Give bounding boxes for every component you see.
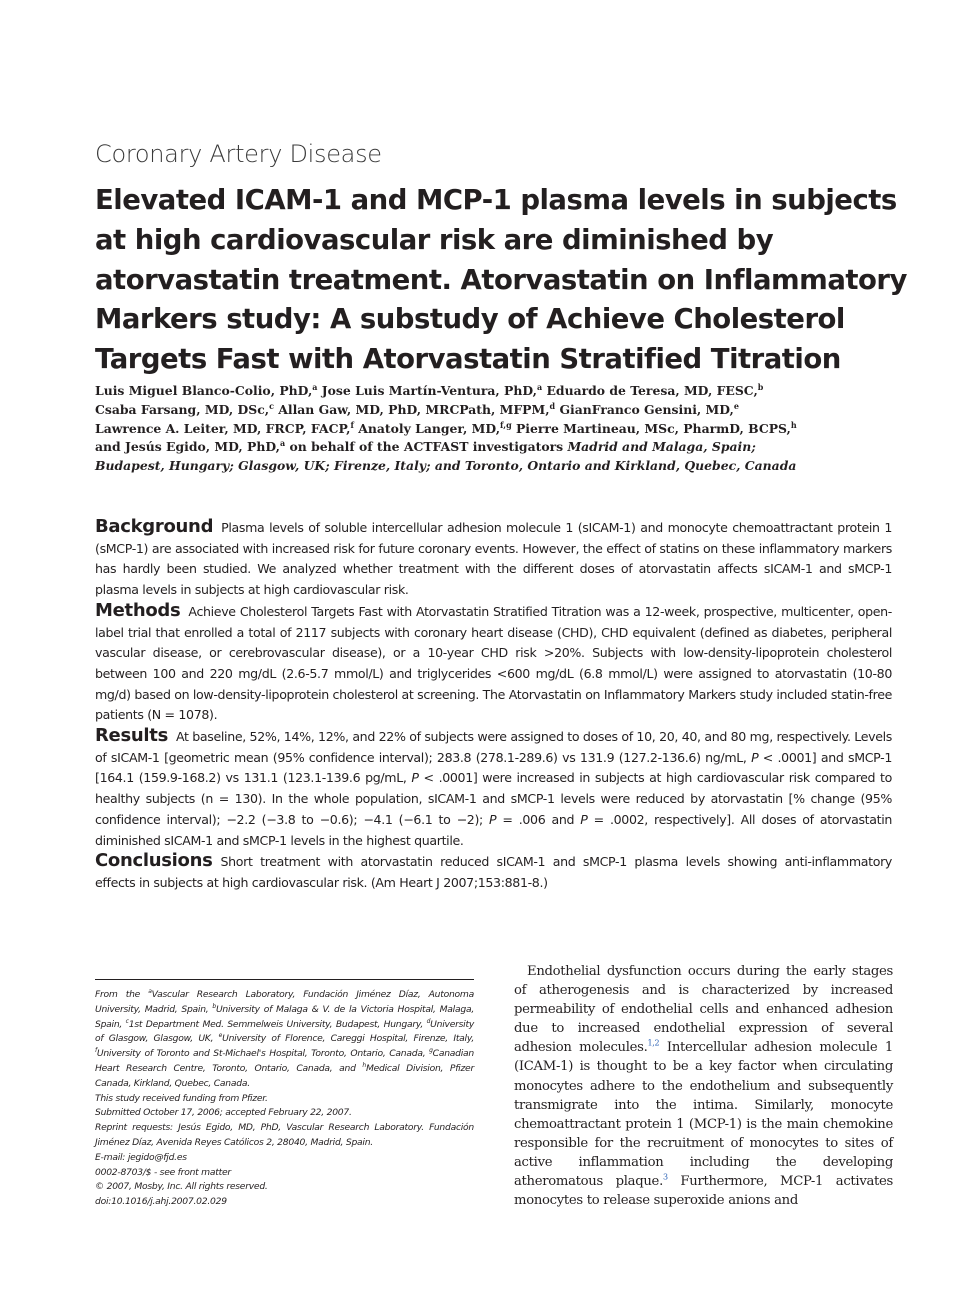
issn-note: 0002-8703/$ - see front matter [95,1166,231,1178]
author-locations: Madrid and Malaga, Spain; [563,439,756,455]
author-line [95,420,895,439]
abstract-results [95,726,892,851]
footnote-text: University of Florence, Careggi Hospital, Firenze, Italy, [222,1033,475,1045]
author-name: Eduardo de Teresa, MD, FESC, [542,383,758,398]
title-line: Elevated ICAM-1 and MCP-1 plasma levels in subjects [95,184,897,216]
affiliation-mark: c [125,1017,129,1025]
affiliation-mark: d [426,1017,431,1025]
author-name: GianFranco Gensini, MD, [555,401,734,417]
affiliation-mark: a [536,381,543,392]
affiliation-mark: g [429,1047,433,1055]
contact-email: E-mail: jegido@fjd.es [95,1151,187,1163]
author-list [95,382,895,476]
affiliation-mark: h [790,419,797,430]
affiliation-mark: a [148,987,152,995]
affiliation-mark: e [218,1032,223,1040]
abstract-text: Achieve Cholesterol Targets Fast with Atorvastatin Stratified Titration was a 12-week, prospective, multicenter, open-label trial that enrolled a total of 2117 subjects with coronary heart disease (CHD), CHD equivalent (defined as diabetes, peripheral vascular disease, or cerebrovascular disease), or a 10-year CHD risk >20%. Subjects with low-density-lipoprotein cholesterol between 100 and 220 mg/dL (2.6-5.7 mmol/L) and triglycerides <600 mg/dL (6.8 mmol/L) were assigned to atorvastatin (10-80 mg/d) based on low-density-lipoprotein cholesterol at screening. The Atorvastatin on Inflammatory Markers study included statin-free patients (N = 1078). [95,603,892,723]
footnote-text: University of Malaga & V. de la Victoria Hospital, Malaga, Spain, [95,1003,474,1030]
author-name: and Jesús Egido, MD, PhD, [95,439,280,455]
footnote-text: University of Toronto and St-Michael's Hospital, Toronto, Ontario, Canada, [96,1048,430,1060]
abstract [95,517,892,894]
reprint-requests: Reprint requests: Jesús Egido, MD, PhD, Vascular Research Laboratory. Fundación Jiménez Díaz, Avenida Reyes Católicos 2, 28040, Madrid, Spain. [95,1122,474,1148]
affiliation-mark: c [269,400,274,411]
body-text: Furthermore, MCP-1 activates monocytes to release superoxide anions and [514,1174,894,1209]
footnote-divider [95,979,474,980]
body-paragraph [514,962,893,1210]
affiliation-mark: a [312,381,318,392]
abstract-text: < .0001] were increased in subjects at high cardiovascular risk compared to healthy subjects (n = 130). In the whole population, sICAM-1 and sMCP-1 levels were reduced by atorvastatin [% change (95% confidence interval); −2.2 (−3.8 to −0.6); −4.1 (−6.1 to −2); [95,770,892,827]
p-value-symbol: P [411,770,419,786]
affiliation-mark: b [212,1002,216,1010]
affiliation-mark: b [757,381,764,392]
author-line [95,438,895,457]
affiliations [95,988,474,1092]
author-name: Luis Miguel Blanco-Colio, PhD, [95,383,313,398]
section-label: Coronary Artery Disease [95,140,382,168]
footnote-text: Vascular Research Laboratory, Fundación Jiménez Díaz, Autonoma University, Madrid, Spain, [95,989,474,1015]
doi-link[interactable]: doi:10.1016/j.ahj.2007.02.029 [95,1196,227,1208]
author-name: Lawrence A. Leiter, MD, FRCP, FACP, [95,420,351,436]
body-text: Endothelial dysfunction occurs during the early stages of atherogenesis and is characterized by increased permeability of endothelial cells and enhanced adhesion due to increased endothelial expression of several adhesion molecules. [514,964,893,1056]
footnote-text: Medical Division, Pfizer Canada, Kirkland, Quebec, Canada. [95,1062,474,1089]
footnote-text: University of Glasgow, Glasgow, UK, [95,1018,475,1045]
abstract-text: = .0002, respectively]. All doses of atorvastatin diminished sICAM-1 and sMCP-1 levels in the highest quartile. [95,811,892,848]
funding-note: This study received funding from Pfizer. [95,1092,268,1104]
abstract-text: < .0001] and sMCP-1 [164.1 (159.9-168.2) vs 131.1 (123.1-139.6 pg/mL, [95,749,892,786]
investigators-note: on behalf of the ACTFAST investigators [285,439,564,455]
affiliation-mark: d [549,400,556,411]
abstract-methods [95,601,892,726]
abstract-text: Short treatment with atorvastatin reduced sICAM-1 and sMCP-1 plasma levels showing anti-inflammatory effects in subjects at high cardiovascular risk. (Am Heart J 2007;153:881-8.) [95,854,892,890]
abstract-text: = .006 and [496,811,581,827]
citation-link[interactable]: 3 [662,1172,668,1182]
author-name: Jose Luis Martín-Ventura, PhD, [317,383,537,398]
title-line: Markers study: A substudy of Achieve Cholesterol [95,303,845,336]
author-name: Csaba Farsang, MD, DSc, [95,401,270,417]
affiliation-mark: f,g [500,419,512,430]
footnote-text: 1st Department Med. Semmelweis University, Budapest, Hungary, [128,1018,427,1030]
author-name: Anatoly Langer, MD, [353,420,501,436]
p-value-symbol: P [489,811,497,827]
citation-link[interactable]: 1,2 [647,1038,660,1048]
abstract-conclusions [95,851,892,893]
abstract-heading: Background [95,516,214,537]
p-value-symbol: P [751,749,759,765]
affiliation-mark: a [280,438,286,449]
author-line [95,401,895,420]
abstract-text: At baseline, 52%, 14%, 12%, and 22% of subjects were assigned to doses of 10, 20, 40, and 80 mg, respectively. Levels of sICAM-1 [geometric mean (95% confidence interval); 283.8 (278.1-289.6) vs 131.9 (127.2-136.6) ng/mL, [95,729,892,765]
footnote-text: From the [95,989,149,1000]
affiliation-mark: h [362,1061,366,1069]
abstract-background [95,517,892,601]
footnote-text: Canadian Heart Research Centre, Toronto, Ontario, Canada, and [95,1048,474,1074]
article-title [95,181,905,380]
abstract-heading: Methods [95,599,181,621]
title-line: Targets Fast with Atorvastatin Stratified Titration [95,343,841,376]
author-locations: Budapest, Hungary; Glasgow, UK; Firenze, Italy; and Toronto, Ontario and Kirkland, Quebec, Canada [95,458,797,474]
title-line: atorvastatin treatment. Atorvastatin on Inflammatory [95,263,907,296]
affiliation-mark: e [733,400,739,411]
copyright-note: © 2007, Mosby, Inc. All rights reserved. [95,1181,268,1193]
abstract-text: Plasma levels of soluble intercellular adhesion molecule 1 (sICAM-1) and monocyte chemoattractant protein 1 (sMCP-1) are associated with increased risk for future coronary events. However, the effect of statins on these inflammatory markers has hardly been studied. We analyzed whether treatment with the different doses of atorvastatin affects sICAM-1 and sMCP-1 plasma levels in subjects at high cardiovascular risk. [95,520,892,598]
affiliation-mark: f [350,419,354,430]
abstract-heading: Results [95,725,168,747]
footnotes [95,988,474,1210]
p-value-symbol: P [580,811,588,827]
author-name: Pierre Martineau, MSc, PharmD, BCPS, [511,420,791,436]
author-name: Allan Gaw, MD, PhD, MRCPath, MFPM, [273,401,550,417]
title-line: at high cardiovascular risk are diminished by [95,223,774,256]
body-text: Intercellular adhesion molecule 1 (ICAM-1) is thought to be a key factor when circulating monocytes adhere to the endothelium and subsequently transmigrate into the intima. Similarly, monocyte chemoattractant protein 1 (MCP-1) is the main chemokine responsible for the recruitment of monocytes to sites of active inflammation including the developing atheromatous plaque. [514,1040,893,1190]
abstract-heading: Conclusions [95,850,213,872]
submission-dates: Submitted October 17, 2006; accepted February 22, 2007. [95,1107,352,1119]
author-line [95,382,895,401]
affiliation-mark: f [95,1047,97,1055]
